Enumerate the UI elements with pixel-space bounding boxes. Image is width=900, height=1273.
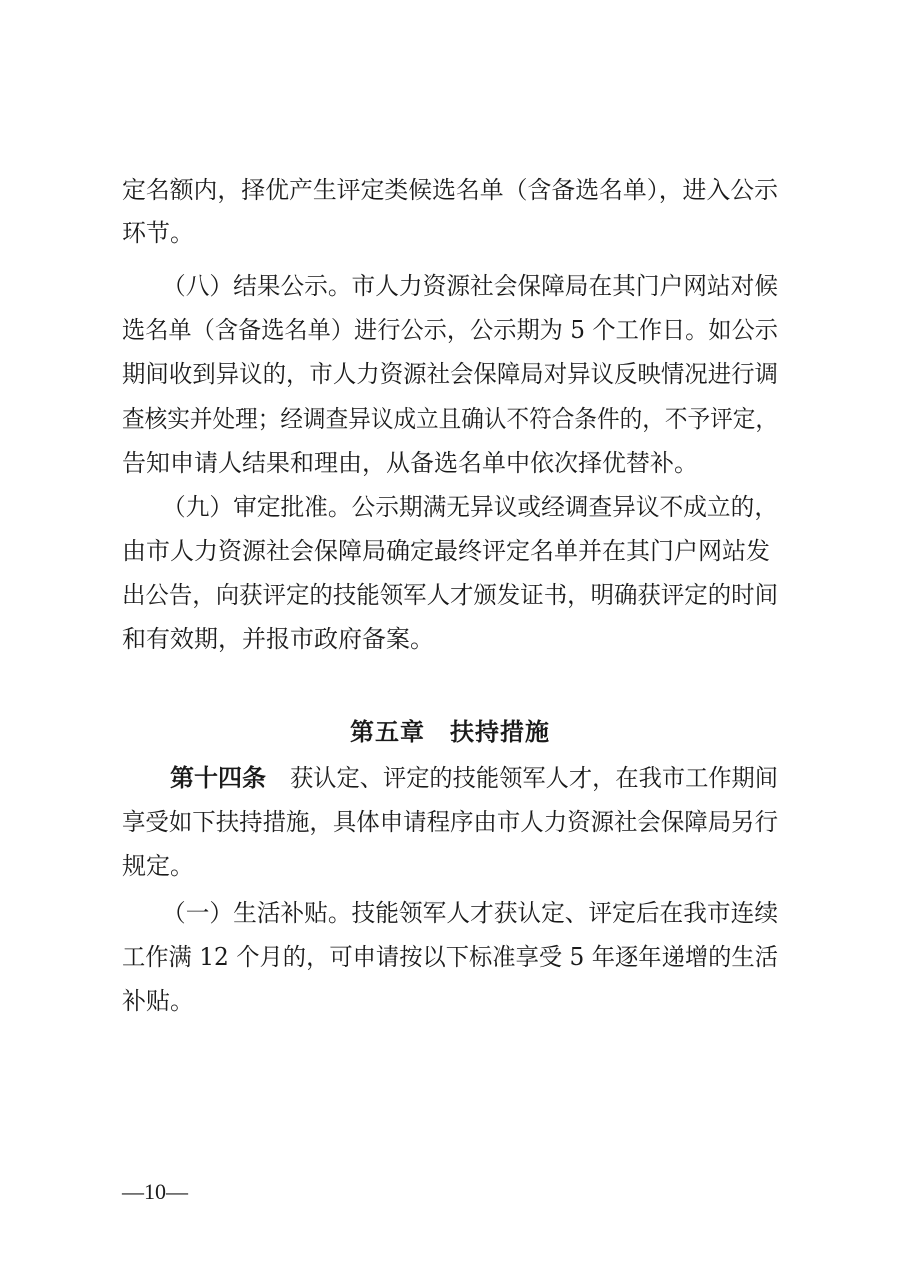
line-text: 定名额内，择优产生评定类候选名单（含备选名单），进入公示	[122, 176, 778, 204]
line-text: 获认定、评定的技能领军人才，在我市工作期间	[290, 764, 779, 792]
line-text: （九）审定批准。公示期满无异议或经调查异议不成立的，	[162, 493, 779, 521]
paragraph-line	[0, 937, 900, 977]
paragraph-line	[0, 575, 900, 615]
paragraph-line	[0, 846, 900, 886]
line-text: 享受如下扶持措施，具体申请程序由市人力资源社会保障局另行	[122, 808, 779, 836]
line-text: 和有效期，并报市政府备案。	[122, 625, 434, 653]
paragraph-line	[0, 354, 900, 394]
paragraph-line	[0, 531, 900, 571]
paragraph-line	[0, 399, 900, 439]
line-text: 选名单（含备选名单）进行公示，公示期为 5 个工作日。如公示	[122, 316, 779, 344]
paragraph-line	[0, 310, 900, 350]
page-number: —10—	[122, 1179, 188, 1204]
article-label: 第十四条	[170, 764, 266, 792]
paragraph-line	[0, 487, 900, 527]
article-line	[0, 758, 900, 798]
paragraph-line	[0, 802, 900, 842]
line-text: 规定。	[122, 852, 194, 880]
paragraph-line	[0, 213, 900, 253]
chapter-title: 第五章 扶持措施	[350, 718, 550, 746]
line-text: 告知申请人结果和理由，从备选名单中依次择优替补。	[122, 449, 698, 477]
line-text: 工作满 12 个月的，可申请按以下标准享受 5 年逐年递增的生活	[122, 943, 778, 971]
paragraph-line	[0, 981, 900, 1021]
paragraph-line	[0, 170, 900, 210]
paragraph-line	[0, 619, 900, 659]
paragraph-line	[0, 266, 900, 306]
line-text: 补贴。	[122, 987, 194, 1015]
line-text: （一）生活补贴。技能领军人才获认定、评定后在我市连续	[162, 899, 779, 927]
paragraph-line	[0, 893, 900, 933]
line-text: 由市人力资源社会保障局确定最终评定名单并在其门户网站发	[122, 537, 770, 565]
line-text: 环节。	[122, 219, 194, 247]
paragraph-line	[0, 443, 900, 483]
line-text: 出公告，向获评定的技能领军人才颁发证书，明确获评定的时间	[122, 581, 779, 609]
line-text: 查核实并处理；经调查异议成立且确认不符合条件的，不予评定，	[122, 405, 778, 433]
line-text: 期间收到异议的，市人力资源社会保障局对异议反映情况进行调	[122, 360, 779, 388]
line-text: （八）结果公示。市人力资源社会保障局在其门户网站对候	[162, 272, 779, 300]
